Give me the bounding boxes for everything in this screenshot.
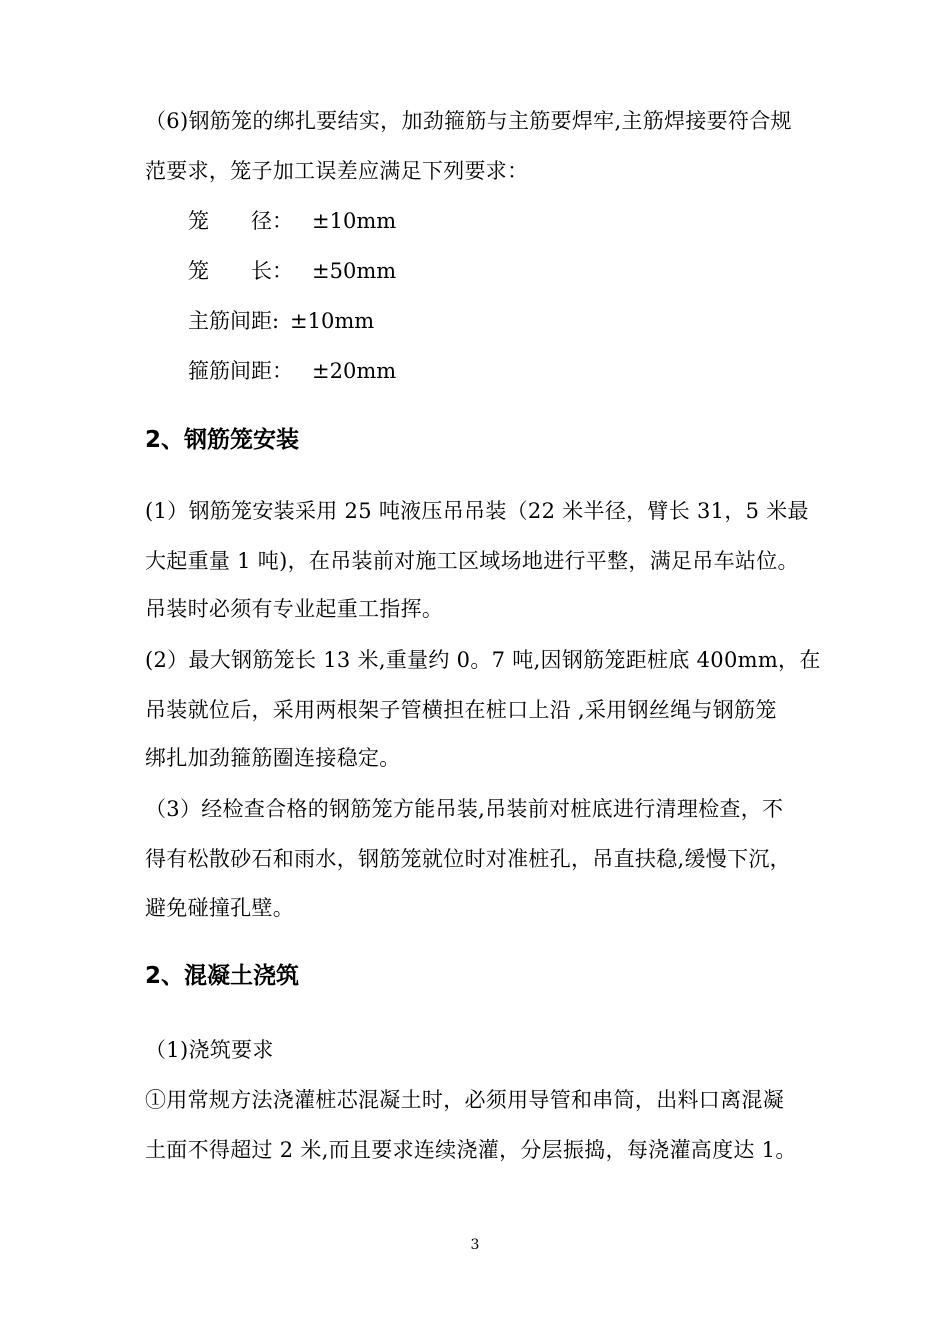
spec-label: 笼 长： [188,259,293,283]
paragraph-line: 范要求，笼子加工误差应满足下列要求： [145,159,529,183]
paragraph-line: （6)钢筋笼的绑扎要结实，加劲箍筋与主筋要焊牢,主筋焊接要符合规 [145,109,792,133]
paragraph-line: 土面不得超过 2 米,而且要求连续浇灌，分层振捣，每浇灌高度达 1。 [145,1138,797,1162]
spec-value: ±10mm [290,309,375,333]
paragraph-line: (1）钢筋笼安装采用 25 吨液压吊吊装（22 米半径，臂长 31，5 米最 [145,499,809,523]
paragraph-line: （1)浇筑要求 [145,1038,274,1062]
paragraph-line: (2）最大钢筋笼长 13 米,重量约 0。7 吨,因钢筋笼距桩底 400mm，在 [145,648,821,672]
page-number: 3 [470,1237,480,1253]
spec-label: 箍筋间距： [188,359,293,383]
spec-value: ±50mm [312,259,397,283]
paragraph-line: 吊装就位后，采用两根架子管横担在桩口上沿 ,采用钢丝绳与钢筋笼 [145,698,777,722]
paragraph-line: （3）经检查合格的钢筋笼方能吊装,吊装前对桩底进行清理检查，不 [145,797,784,821]
spec-value: ±20mm [312,359,397,383]
spec-label: 笼 径： [188,209,293,233]
paragraph-line: 绑扎加劲箍筋圈连接稳定。 [145,746,401,770]
paragraph-line: 得有松散砂石和雨水，钢筋笼就位时对准桩孔，吊直扶稳,缓慢下沉， [145,847,791,871]
paragraph-line: 避免碰撞孔壁。 [145,896,295,920]
section-heading: 2、混凝土浇筑 [145,963,300,989]
paragraph-line: ①用常规方法浇灌桩芯混凝土时，必须用导管和串筒，出料口离混凝 [145,1088,784,1112]
spec-label: 主筋间距: [188,309,280,333]
paragraph-line: 吊装时必须有专业起重工指挥。 [145,597,444,621]
section-heading: 2、钢筋笼安装 [145,427,300,453]
paragraph-line: 大起重量 1 吨)，在吊装前对施工区域场地进行平整，满足吊车站位。 [145,549,799,573]
spec-value: ±10mm [312,209,397,233]
